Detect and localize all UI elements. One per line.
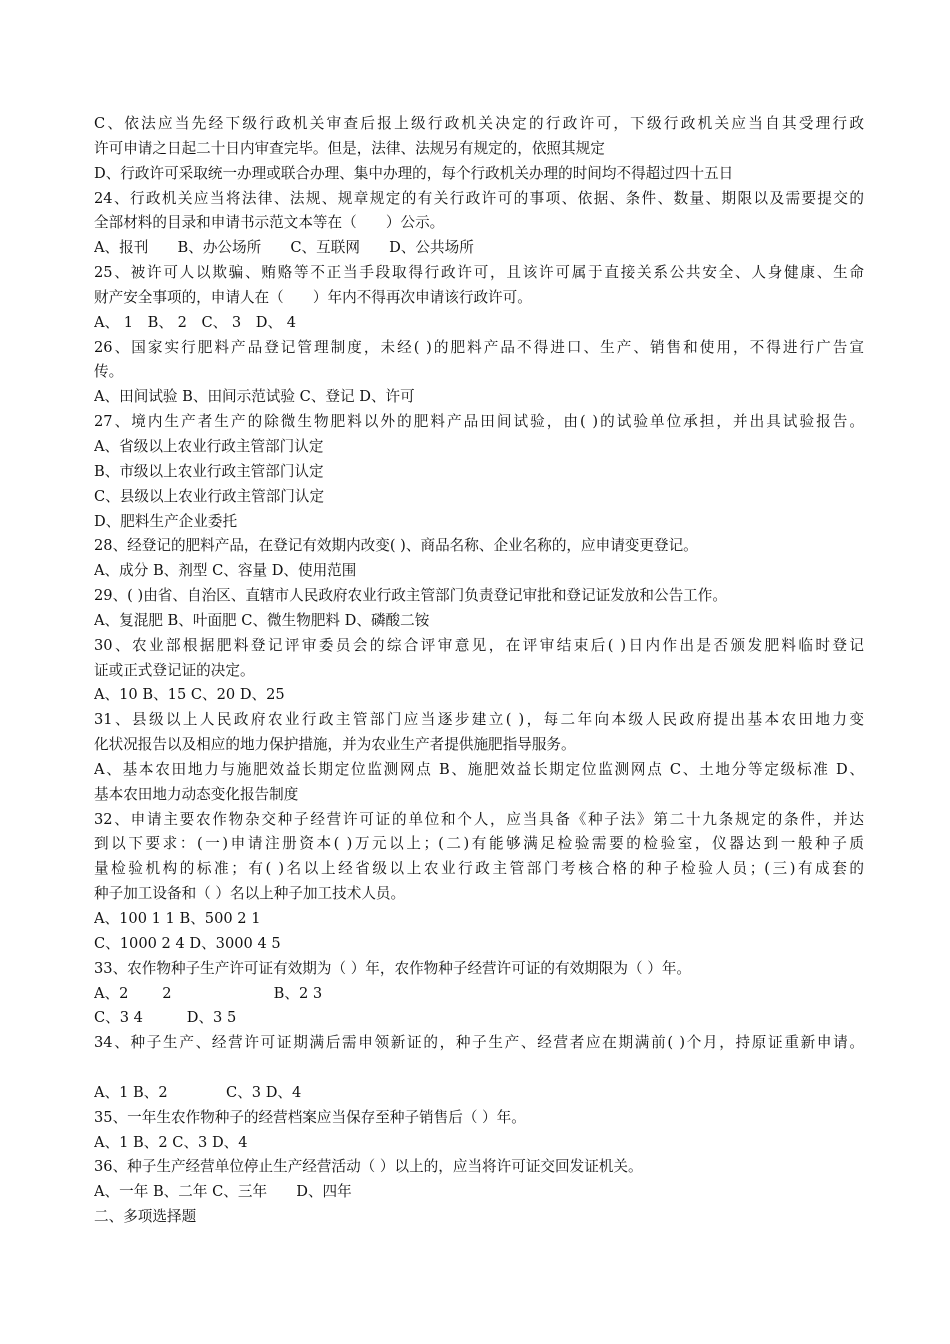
text-line: A、1 B、2 C、3 D、4 bbox=[94, 1083, 302, 1101]
text-line: 全部材料的目录和申请书示范文本等在（ ）公示。 bbox=[94, 214, 445, 232]
text-line: 财产安全事项的，申请人在（ ）年内不得再次申请该行政许可。 bbox=[94, 288, 532, 306]
text-line: 32、申请主要农作物杂交种子经营许可证的单位和个人，应当具备《种子法》第二十九条规定的条件，并达 bbox=[94, 810, 864, 828]
text-line: C、县级以上农业行政主管部门认定 bbox=[94, 487, 325, 505]
text-line: 量检验机构的标准；有( )名以上经省级以上农业行政主管部门考核合格的种子检验人员；(三)有成套的 bbox=[94, 860, 864, 878]
text-line: 26、国家实行肥料产品登记管理制度，未经( )的肥料产品不得进口、生产、销售和使用，不得进行广告宣 bbox=[94, 338, 864, 356]
blank-line bbox=[94, 1056, 864, 1081]
text-line: A、 1 B、 2 C、 3 D、 4 bbox=[94, 313, 296, 331]
text-line: B、市级以上农业行政主管部门认定 bbox=[94, 462, 324, 480]
text-line: D、肥料生产企业委托 bbox=[94, 512, 238, 530]
text-line: A、成分 B、剂型 C、容量 D、使用范围 bbox=[94, 562, 357, 580]
text-line: 30、农业部根据肥料登记评审委员会的综合评审意见，在评审结束后( )日内作出是否颁发肥料临时登记 bbox=[94, 636, 864, 654]
text-line: 36、种子生产经营单位停止生产经营活动（ ）以上的，应当将许可证交回发证机关。 bbox=[94, 1158, 643, 1176]
text-line: 二、多项选择题 bbox=[94, 1208, 197, 1226]
text-line: A、1 B、2 C、3 D、4 bbox=[94, 1133, 248, 1151]
text-line: 化状况报告以及相应的地力保护措施，并为农业生产者提供施肥指导服务。 bbox=[94, 736, 576, 754]
text-line: A、田间试验 B、田间示范试验 C、登记 D、许可 bbox=[94, 388, 415, 406]
text-line: A、2 2 B、2 3 bbox=[94, 984, 323, 1002]
text-line: 27、境内生产者生产的除微生物肥料以外的肥料产品田间试验，由( )的试验单位承担，并出具试验报告。 bbox=[94, 413, 864, 431]
text-line: A、一年 B、二年 C、三年 D、四年 bbox=[94, 1183, 352, 1201]
text-line: D、行政许可采取统一办理或联合办理、集中办理的，每个行政机关办理的时间均不得超过四十五日 bbox=[94, 164, 734, 182]
text-line: A、复混肥 B、叶面肥 C、微生物肥料 D、磷酸二铵 bbox=[94, 611, 430, 629]
text-line: 基本农田地力动态变化报告制度 bbox=[94, 785, 299, 803]
text-line: A、100 1 1 B、500 2 1 bbox=[94, 910, 261, 927]
text-line: 24、行政机关应当将法律、法规、规章规定的有关行政许可的事项、依据、条件、数量、期限以及需要提交的 bbox=[94, 189, 864, 207]
text-line: 29、( )由省、自治区、直辖市人民政府农业行政主管部门负责登记审批和登记证发放和公告工作。 bbox=[94, 587, 727, 605]
text-line: 33、农作物种子生产许可证有效期为（ ）年，农作物种子经营许可证的有效期限为（ ）年。 bbox=[94, 959, 692, 977]
text-line: 证或正式登记证的决定。 bbox=[94, 661, 255, 679]
text-line: 31、县级以上人民政府农业行政主管部门应当逐步建立( )，每二年向本级人民政府提出基本农田地力变 bbox=[94, 711, 864, 729]
text-line: 传。 bbox=[94, 363, 124, 381]
text-line: C、依法应当先经下级行政机关审查后报上级行政机关决定的行政许可，下级行政机关应当自其受理行政 bbox=[94, 115, 864, 132]
text-line: 25、被许可人以欺骗、贿赂等不正当手段取得行政许可，且该许可属于直接关系公共安全、人身健康、生命 bbox=[94, 264, 864, 282]
text-line: 许可申请之日起二十日内审查完毕。但是，法律、法规另有规定的，依照其规定 bbox=[94, 139, 605, 157]
text-line: 34、种子生产、经营许可证期满后需申领新证的，种子生产、经营者应在期满前( )个月，持原证重新申请。 bbox=[94, 1034, 864, 1052]
text-line: A、10 B、15 C、20 D、25 bbox=[94, 686, 285, 704]
text-line: 28、经登记的肥料产品，在登记有效期内改变( )、商品名称、企业名称的，应申请变更登记。 bbox=[94, 537, 698, 555]
text-line: C、1000 2 4 D、3000 4 5 bbox=[94, 934, 281, 952]
text-line: 35、一年生农作物种子的经营档案应当保存至种子销售后（ ）年。 bbox=[94, 1108, 526, 1126]
text-line: 到以下要求：(一)申请注册资本( )万元以上；(二)有能够满足检验需要的检验室，仪器达到一般种子质 bbox=[94, 835, 864, 853]
text-line: 种子加工设备和（ ）名以上种子加工技术人员。 bbox=[94, 885, 406, 903]
document-page bbox=[94, 112, 864, 1230]
text-line: A、基本农田地力与施肥效益长期定位监测网点 B、施肥效益长期定位监测网点 C、土地分等定级标准 D、 bbox=[94, 760, 864, 778]
text-line: C、3 4 D、3 5 bbox=[94, 1009, 237, 1027]
text-line: A、省级以上农业行政主管部门认定 bbox=[94, 437, 324, 455]
text-line: A、报刊 B、办公场所 C、互联网 D、公共场所 bbox=[94, 239, 474, 257]
